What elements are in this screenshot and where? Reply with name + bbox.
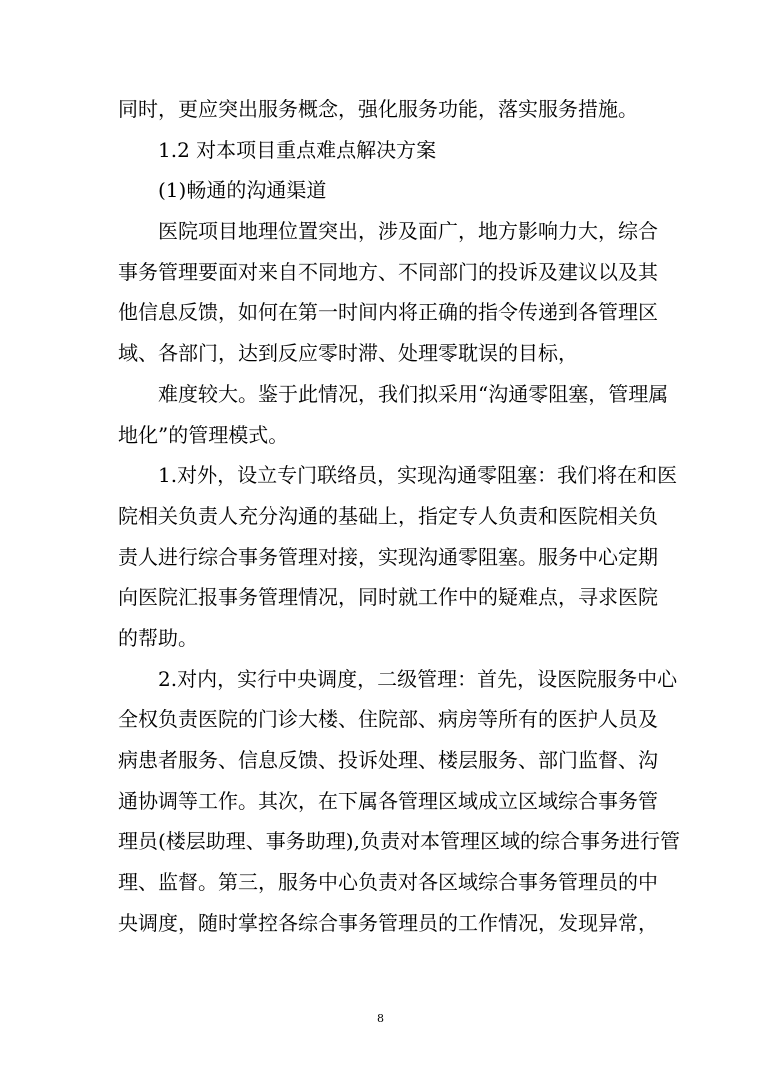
text-line: 同时，更应突出服务概念，强化服务功能，落实服务措施。 bbox=[118, 97, 638, 121]
text-line: 2.对内，实行中央调度，二级管理：首先，设医院服务中心 bbox=[158, 666, 678, 691]
text-line: 央调度，随时掌控各综合事务管理员的工作情况，发现异常， bbox=[118, 910, 658, 935]
text-line: 域、各部门，达到反应零时滞、处理零耽误的目标， bbox=[118, 341, 578, 366]
text-line: 责人进行综合事务管理对接，实现沟通零阻塞。服务中心定期 bbox=[118, 544, 658, 569]
document-body bbox=[118, 89, 680, 943]
text-line: 院相关负责人充分沟通的基础上，指定专人负责和医院相关负 bbox=[118, 503, 658, 528]
text-line: 1.对外，设立专门联络员，实现沟通零阻塞：我们将在和医 bbox=[158, 463, 678, 488]
text-line: 向医院汇报事务管理情况，同时就工作中的疑难点，寻求医院 bbox=[118, 585, 658, 610]
subsection-heading: (1)畅通的沟通渠道 bbox=[158, 178, 327, 203]
text-line: 理员(楼层助理、事务助理),负责对本管理区域的综合事务进行管 bbox=[118, 829, 680, 854]
text-line: 通协调等工作。其次，在下属各管理区域成立区域综合事务管 bbox=[118, 788, 658, 813]
section-heading: 1.2 对本项目重点难点解决方案 bbox=[158, 137, 437, 162]
text-line: 的帮助。 bbox=[118, 625, 198, 650]
text-line: 难度较大。鉴于此情况，我们拟采用“沟通零阻塞，管理属 bbox=[158, 381, 669, 406]
text-line: 地化”的管理模式。 bbox=[118, 422, 289, 447]
text-line: 病患者服务、信息反馈、投诉处理、楼层服务、部门监督、沟 bbox=[118, 748, 658, 772]
page-number: 8 bbox=[377, 1012, 384, 1025]
text-line: 理、监督。第三，服务中心负责对各区域综合事务管理员的中 bbox=[118, 870, 658, 895]
text-line: 全权负责医院的门诊大楼、住院部、病房等所有的医护人员及 bbox=[118, 707, 658, 732]
text-line: 医院项目地理位置突出，涉及面广，地方影响力大，综合 bbox=[158, 219, 658, 244]
text-line: 事务管理要面对来自不同地方、不同部门的投诉及建议以及其 bbox=[118, 259, 658, 284]
text-line: 他信息反馈，如何在第一时间内将正确的指令传递到各管理区 bbox=[118, 300, 658, 325]
